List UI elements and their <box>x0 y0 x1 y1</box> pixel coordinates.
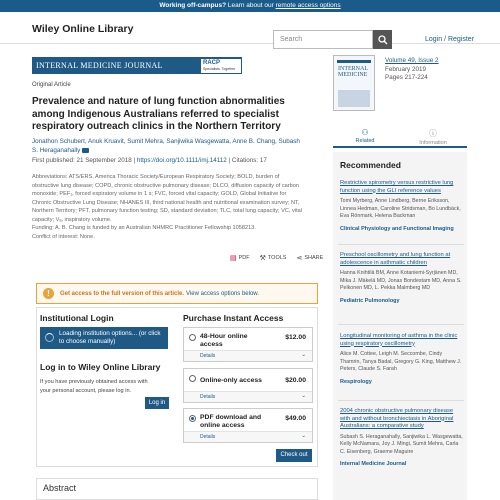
recommended-item-title[interactable]: 2004 chronic obstructive pulmonary disease with and without bronchiectasis in Aboriginal Australians: a comparative study <box>340 408 454 429</box>
recommended-title: Recommended <box>340 160 401 170</box>
abstract-heading: Abstract <box>36 478 318 500</box>
chevron-down-icon: ⌄ <box>301 393 306 399</box>
details-label: Details <box>200 353 216 359</box>
details-label: Details <box>200 434 216 440</box>
email-icon[interactable] <box>82 148 89 153</box>
tab-information-label: Information <box>419 140 447 146</box>
cover-title: INTERNAL MEDICINE <box>338 66 368 78</box>
recommended-item-journal[interactable]: Internal Medicine Journal <box>340 461 407 467</box>
site-header <box>0 12 500 44</box>
recommended-item-title[interactable]: Longitudinal monitoring of asthma in the clinic using respiratory oscillometry <box>340 333 458 347</box>
recommended-item-authors: Hanna Knihtilä BM, Anne Kotaniemi-Syrjänen MD, Mika J. Mäkelä MD, Jonas Bondestam MD, Anna S. Pelkonen MD, L. Pekka Malmberg MD <box>340 270 462 291</box>
exclamation-icon: ! <box>43 288 54 299</box>
tools-button[interactable] <box>260 254 287 262</box>
divider <box>338 324 464 325</box>
purchase-option-online[interactable] <box>183 368 313 403</box>
divider <box>338 244 464 245</box>
journal-name: INTERNAL MEDICINE JOURNAL <box>36 61 163 70</box>
search-button[interactable] <box>373 30 392 49</box>
article-notes <box>32 173 302 241</box>
purchase-title: Purchase Instant Access <box>183 313 284 323</box>
journal-cover-image[interactable] <box>333 55 375 111</box>
wol-login-title: Log in to Wiley Online Library <box>40 362 161 372</box>
check-out-button[interactable]: Check out <box>276 449 312 462</box>
recommended-item <box>340 252 464 304</box>
abbreviations: Abbreviations: ATS/ERS, America Thoracic Society/European Respiratory Society; BOLD, burden of obstructive lung disease; COPD, chronic obstructive pulmonary disease; DLCO, diffusion capacity of carbon monoxide; PEF₁, forced expiratory volume in 1 s; FVC, forced vital capacity; GOLD, Global Initiative for Chronic Obstructive Lung Disease; NHANES III, third national health and nutritional examination survey; NT, Northern Territory; PFT, pulmonary function testing; SD, standard deviation; TLC, total lung capacity; VC, vital capacity; Vₐ, inspiratory volume. <box>32 174 302 223</box>
remote-access-link[interactable]: remote access options <box>275 2 341 9</box>
recommended-item <box>340 180 464 232</box>
banner-text: Learn about our <box>226 2 276 9</box>
recommended-item-title[interactable]: Restrictive spirometry versus restrictive lung function using the GLI reference values <box>340 180 454 194</box>
log-in-button[interactable]: Log in <box>145 397 169 409</box>
remote-access-banner <box>0 0 500 12</box>
wrench-icon: ⚒ <box>259 255 266 262</box>
wol-login-text: If you have previously obtained access with your personal account, please log in. <box>40 379 148 394</box>
tab-information[interactable] <box>413 128 453 146</box>
recommended-item <box>340 333 464 385</box>
article-tools <box>230 254 323 262</box>
racp-tagline: Specialists. Together <box>203 66 236 71</box>
journal-banner[interactable] <box>32 57 242 74</box>
issue-pages: Pages 217-224 <box>385 74 428 81</box>
radio-48h[interactable] <box>189 334 196 341</box>
recommended-item-journal[interactable]: Clinical Physiology and Functional Imaging <box>340 225 454 232</box>
recommended-item-title[interactable]: Preschool oscillometry and lung function at adolescence in asthmatic children <box>340 252 451 266</box>
option-price: $49.00 <box>285 415 306 422</box>
recommended-item-authors: Tomi Myrberg, Anne Lindberg, Berne Eriksson, Linnea Hedman, Caroline Stridsman, Bo Lundbäck, Eva Rönmark, Helena Backman <box>340 198 461 219</box>
tab-related[interactable] <box>345 128 385 144</box>
recommended-item <box>340 408 464 467</box>
option-price: $12.00 <box>285 334 306 341</box>
funding: Funding: A. B. Chang is funded by an Australian NHMRC Practitioner Fellowship 1058213. <box>32 225 256 231</box>
institutional-login-title: Institutional Login <box>40 313 114 323</box>
radio-online[interactable] <box>189 375 196 382</box>
racp-logo <box>201 59 241 73</box>
details-toggle[interactable] <box>184 350 312 361</box>
conflict-of-interest: Conflict of interest: None. <box>32 233 95 240</box>
recommended-item-journal[interactable]: Respirology <box>340 378 372 385</box>
network-icon: ⚇ <box>361 128 369 137</box>
radio-pdf-selected[interactable] <box>189 415 196 422</box>
option-label: PDF download and online access <box>200 414 262 429</box>
details-toggle[interactable] <box>184 391 312 402</box>
tools-label: TOOLS <box>267 255 287 261</box>
doi-link[interactable]: https://doi.org/10.1111/imj.14112 <box>136 157 227 164</box>
recommended-item-authors: Alice M. Cottee, Leigh M. Seccombe, Cindy Thamrin, Tanya Badal, Gregory G. King, Matthew J. Peters, Claude S. Farah <box>340 351 462 372</box>
authors-text[interactable]: Jonathon Schubert, Anuk Kruavit, Sumit Mehra, Sanjiwika Wasgewatta, Anne B. Chang, Subash S. Heraganahally <box>32 138 300 154</box>
first-published: First published: 21 September 2018 <box>32 157 132 164</box>
article-title: Prevalence and nature of lung function abnormalities among Indigenous Australians referred to specialist respiratory outreach clinics in the Northern Territory <box>32 96 285 132</box>
share-button[interactable] <box>296 254 323 262</box>
publication-info: First published: 21 September 2018 | https://doi.org/10.1111/imj.14112 | Citations: 17 <box>32 157 267 164</box>
access-options-link[interactable]: View access options below. <box>186 290 259 297</box>
banner-bold: Working off-campus? <box>159 2 227 9</box>
access-notice <box>36 283 318 304</box>
chevron-down-icon: ⌄ <box>301 433 306 439</box>
recommended-item-authors: Subash S. Heraganahally, Sanjiwika L. Wasgewatta, Kelly McNamara, Joy J. Mingi, Sumit Mehra, Carla C. Eisenberg, Graeme Maguire <box>340 433 463 455</box>
recommended-item-journal[interactable]: Pediatric Pulmonology <box>340 297 400 304</box>
share-label: SHARE <box>304 255 324 261</box>
pdf-button[interactable] <box>230 254 250 262</box>
divider <box>338 400 464 401</box>
racp-name: RACP <box>203 59 221 66</box>
loading-spinner-icon <box>45 333 54 342</box>
search-icon <box>378 35 388 45</box>
pdf-icon: ▤ <box>230 255 237 262</box>
login-register-link[interactable]: Login / Register <box>425 36 475 43</box>
site-logo[interactable]: Wiley Online Library <box>32 23 134 35</box>
chevron-down-icon: ⌄ <box>301 352 306 358</box>
issue-date: February 2019 <box>385 65 426 73</box>
volume-issue-link[interactable]: Volume 49, Issue 2 <box>385 57 439 64</box>
details-label: Details <box>200 394 216 400</box>
share-icon: ⋖ <box>296 255 303 262</box>
option-label: Online-only access <box>200 377 262 384</box>
access-notice-text: Get access to the full version of this article. <box>60 290 185 297</box>
purchase-option-pdf[interactable] <box>183 408 313 443</box>
search-input[interactable]: Search <box>273 30 373 49</box>
purchase-option-48h[interactable] <box>183 327 313 362</box>
info-icon: ⓘ <box>429 129 437 138</box>
details-toggle[interactable] <box>184 431 312 442</box>
option-label: 48-Hour online access <box>200 333 248 348</box>
pdf-label: PDF <box>238 255 250 261</box>
sidebar-tabs <box>333 118 467 148</box>
author-list <box>32 137 302 155</box>
tab-related-label: Related <box>355 138 375 144</box>
citations-count[interactable]: Citations: 17 <box>231 157 267 164</box>
institution-selector[interactable] <box>40 327 168 349</box>
article-type: Original Article <box>32 82 71 88</box>
institution-loading-text: Loading institution options... (or click to choose manually) <box>59 330 161 345</box>
option-price: $20.00 <box>285 377 306 384</box>
issue-info <box>385 57 439 83</box>
